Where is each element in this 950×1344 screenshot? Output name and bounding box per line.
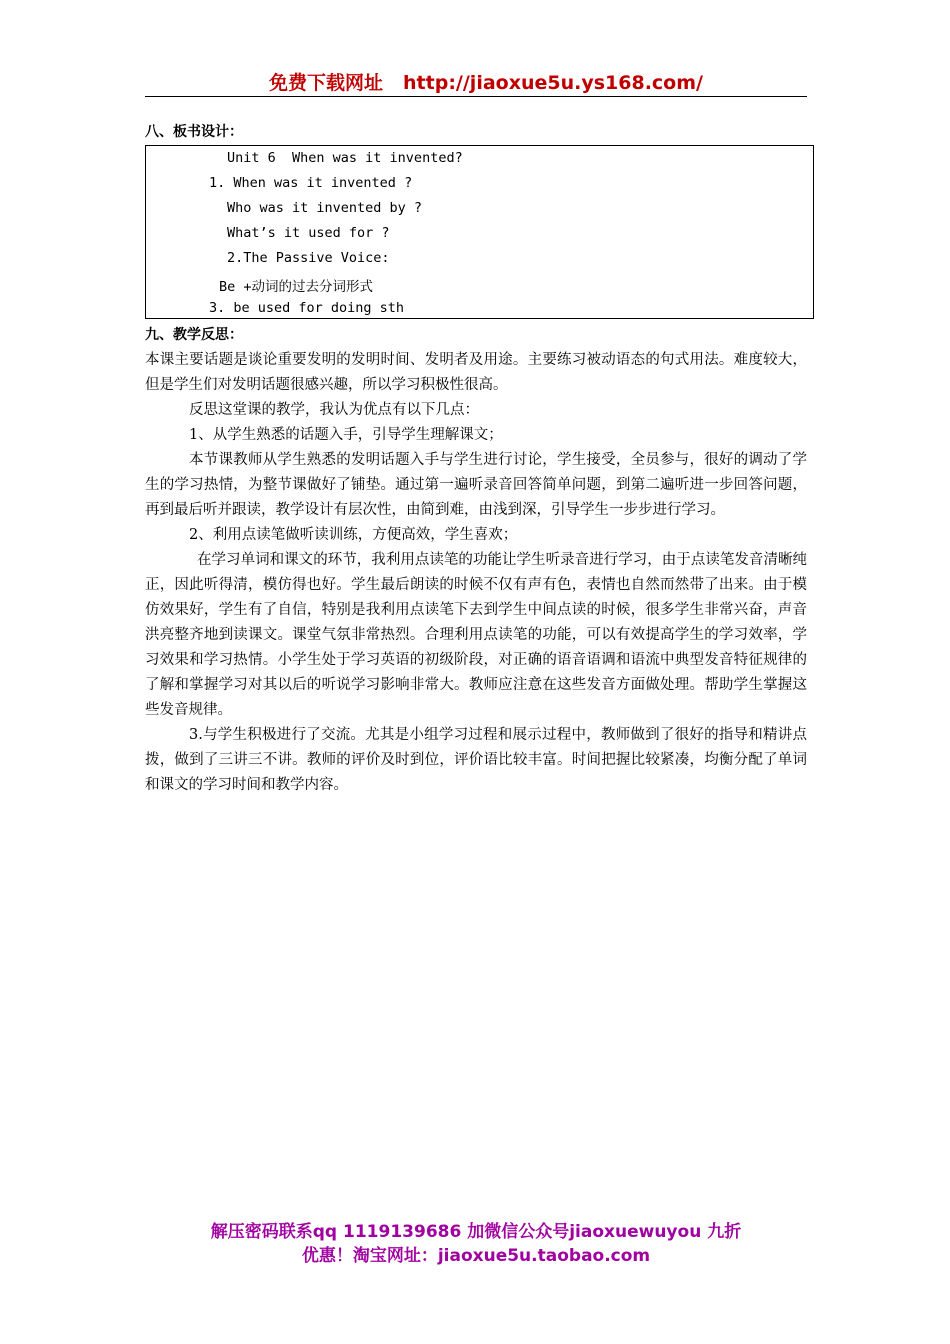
paragraph: 本课主要话题是谈论重要发明的发明时间、发明者及用途。主要练习被动语态的句式用法。难度较大，但是学生们对发明话题很感兴趣，所以学习积极性很高。 <box>145 352 807 393</box>
board-line: 1. When was it invented ? <box>209 175 413 191</box>
board-line: Be +动词的过去分词形式 <box>219 279 374 295</box>
paragraph: 1、从学生熟悉的话题入手，引导学生理解课文； <box>189 427 503 443</box>
paragraph: 3.与学生积极进行了交流。尤其是小组学习过程和展示过程中，教师做到了很好的指导和精讲点拨，做到了三讲三不讲。教师的评价及时到位，评价语比较丰富。时间把握比较紧凑，均衡分配了单词和课文的学习时间和教学内容。 <box>145 727 807 793</box>
reflection-body <box>145 348 807 798</box>
paragraph: 在学习单词和课文的环节，我利用点读笔的功能让学生听录音进行学习，由于点读笔发音清晰纯正，因此听得清，模仿得也好。学生最后朗读的时候不仅有声有色，表情也自然而然带了出来。由于模仿效果好，学生有了自信，特别是我利用点读笔下去到学生中间点读的时候，很多学生非常兴奋，声音洪亮整齐地到读课文。课堂气氛非常热烈。合理利用点读笔的功能，可以有效提高学生的学习效率，学习效果和学习热情。小学生处于学习英语的初级阶段，对正确的语音语调和语流中典型发音特征规律的了解和掌握学习对其以后的听说学习影响非常大。教师应注意在这些发音方面做处理。帮助学生掌握这些发音规律。 <box>145 552 807 718</box>
section-9-heading: 九、教学反思： <box>145 327 243 343</box>
page-header <box>145 66 807 97</box>
board-line: What’s it used for ? <box>227 225 390 241</box>
header-url-link[interactable]: http://jiaoxue5u.ys168.com/ <box>403 72 703 94</box>
blackboard-design-box <box>145 145 814 319</box>
paragraph: 本节课教师从学生熟悉的发明话题入手与学生进行讨论，学生接受，全员参与，很好的调动了学生的学习热情，为整节课做好了铺垫。通过第一遍听录音回答简单问题，到第二遍听进一步回答问题，再到最后听并跟读，教学设计有层次性，由简到难，由浅到深，引导学生一步步进行学习。 <box>145 452 807 518</box>
paragraph: 反思这堂课的教学，我认为优点有以下几点： <box>189 402 479 418</box>
paragraph: 2、利用点读笔做听读训练，方便高效，学生喜欢； <box>189 527 518 543</box>
board-line: 3. be used for doing sth <box>209 300 405 316</box>
board-line: 2.The Passive Voice: <box>227 250 390 266</box>
header-text <box>269 72 703 94</box>
footer-line-1: 解压密码联系qq 1119139686 加微信公众号jiaoxuewuyou 九折 <box>210 1222 742 1242</box>
section-8-heading: 八、板书设计： <box>145 124 243 140</box>
board-line: Who was it invented by ? <box>227 200 423 216</box>
header-label: 免费下载网址 <box>269 72 384 94</box>
board-line-title: Unit 6 When was it invented? <box>227 150 463 166</box>
footer-line-2: 优惠！淘宝网址：jiaoxue5u.taobao.com <box>301 1246 651 1266</box>
page-footer <box>145 1220 807 1268</box>
